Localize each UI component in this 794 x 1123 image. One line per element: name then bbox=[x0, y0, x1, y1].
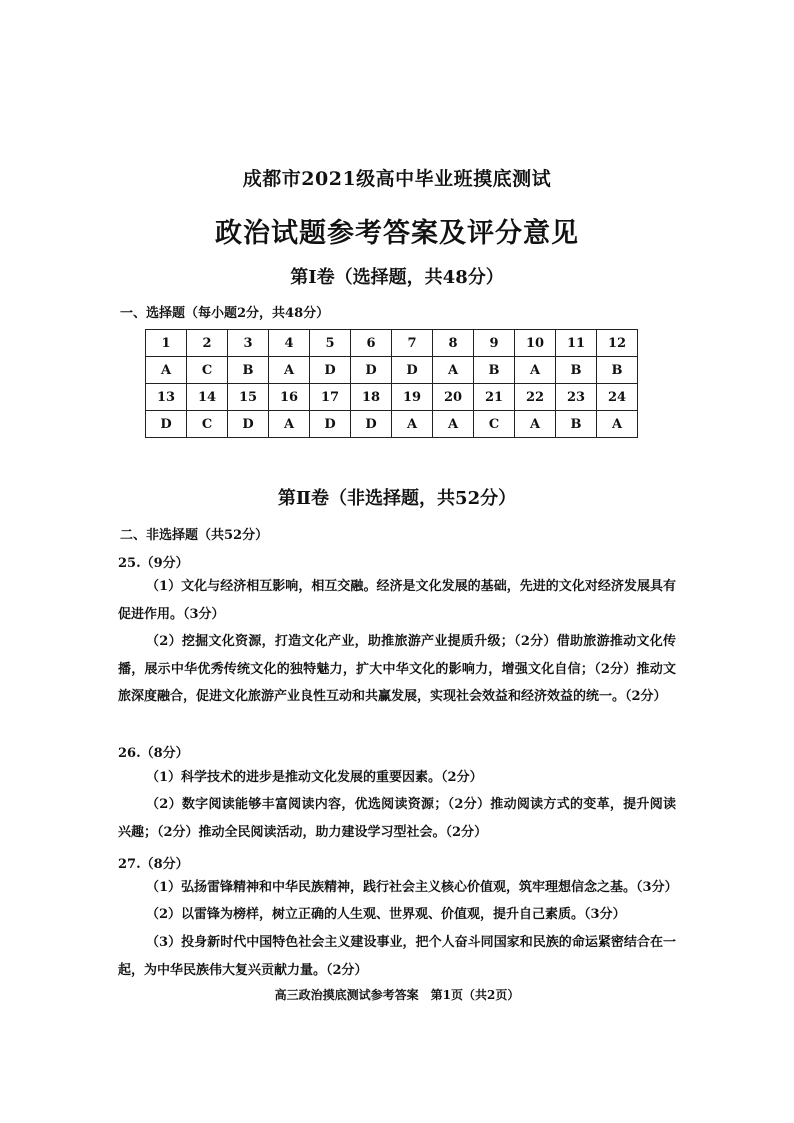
question-number-cell: 18 bbox=[351, 384, 392, 411]
question-25-answer-2: （2）挖掘文化资源，打造文化产业，助推旅游产业提质升级；（2分）借助旅游推动文化传播，展示中华优秀传统文化的独特魅力，扩大中华文化的影响力，增强文化自信；（2分）推动文旅深度融合，促进文化旅游产业良性互动和共赢发展，实现社会效益和经济效益的统一。（2分） bbox=[118, 634, 676, 704]
question-number-cell: 13 bbox=[146, 384, 187, 411]
question-number-cell: 3 bbox=[228, 330, 269, 357]
answer-cell: A bbox=[146, 357, 187, 384]
question-number-cell: 7 bbox=[392, 330, 433, 357]
answer-cell: D bbox=[310, 357, 351, 384]
question-number-cell: 15 bbox=[228, 384, 269, 411]
answer-cell: A bbox=[269, 357, 310, 384]
answer-cell: B bbox=[556, 357, 597, 384]
question-number-cell: 17 bbox=[310, 384, 351, 411]
question-27-answer-1: （1）弘扬雷锋精神和中华民族精神，践行社会主义核心价值观，筑牢理想信念之基。（3分） bbox=[146, 880, 678, 895]
part2-subheading: 二、非选择题（共52分） bbox=[120, 528, 269, 543]
question-25-answer-1: （1）文化与经济相互影响，相互交融。经济是文化发展的基础，先进的文化对经济发展具有促进作用。（3分） bbox=[118, 579, 676, 622]
answer-cell: D bbox=[310, 411, 351, 438]
question-number-cell: 5 bbox=[310, 330, 351, 357]
question-27-answer-3: （3）投身新时代中国特色社会主义建设事业，把个人奋斗同国家和民族的命运紧密结合在一起，为中华民族伟大复兴贡献力量。（2分） bbox=[118, 935, 676, 978]
question-number-cell: 10 bbox=[515, 330, 556, 357]
question-number-cell: 19 bbox=[392, 384, 433, 411]
answer-cell: D bbox=[351, 411, 392, 438]
answer-cell: A bbox=[515, 357, 556, 384]
question-26-answer-1: （1）科学技术的进步是推动文化发展的重要因素。（2分） bbox=[146, 770, 483, 785]
question-number-cell: 20 bbox=[433, 384, 474, 411]
answer-cell: D bbox=[392, 357, 433, 384]
question-number-cell: 1 bbox=[146, 330, 187, 357]
question-25-label: 25.（9分） bbox=[118, 556, 189, 571]
question-number-cell: 16 bbox=[269, 384, 310, 411]
question-number-cell: 6 bbox=[351, 330, 392, 357]
answer-cell: A bbox=[515, 411, 556, 438]
question-number-cell: 24 bbox=[597, 384, 638, 411]
answer-cell: A bbox=[433, 411, 474, 438]
part1-heading: 第Ⅰ卷（选择题，共48分） bbox=[290, 267, 504, 288]
question-number-cell: 8 bbox=[433, 330, 474, 357]
answer-cell: A bbox=[433, 357, 474, 384]
answer-cell: D bbox=[228, 411, 269, 438]
part2-heading: 第Ⅱ卷（非选择题，共52分） bbox=[277, 488, 517, 509]
question-number-cell: 23 bbox=[556, 384, 597, 411]
answer-cell: B bbox=[474, 357, 515, 384]
question-number-cell: 4 bbox=[269, 330, 310, 357]
question-number-cell: 12 bbox=[597, 330, 638, 357]
answer-cell: B bbox=[597, 357, 638, 384]
answer-cell: D bbox=[351, 357, 392, 384]
question-26-answer-2: （2）数字阅读能够丰富阅读内容，优选阅读资源；（2分）推动阅读方式的变革，提升阅读兴趣；（2分）推动全民阅读活动，助力建设学习型社会。（2分） bbox=[118, 797, 676, 840]
question-number-cell: 22 bbox=[515, 384, 556, 411]
answer-cell: B bbox=[556, 411, 597, 438]
answer-cell: D bbox=[146, 411, 187, 438]
answer-cell: A bbox=[392, 411, 433, 438]
answer-table-row bbox=[146, 411, 638, 438]
question-27-label: 27.（8分） bbox=[118, 857, 189, 872]
question-number-cell: 9 bbox=[474, 330, 515, 357]
document-title: 政治试题参考答案及评分意见 bbox=[215, 218, 579, 249]
answer-cell: C bbox=[474, 411, 515, 438]
question-number-cell: 2 bbox=[187, 330, 228, 357]
question-number-cell: 11 bbox=[556, 330, 597, 357]
answer-table bbox=[145, 329, 638, 438]
answer-cell: A bbox=[597, 411, 638, 438]
question-number-cell: 21 bbox=[474, 384, 515, 411]
part1-subheading: 一、选择题（每小题2分，共48分） bbox=[120, 306, 330, 321]
answer-table-row bbox=[146, 330, 638, 357]
page-footer: 高三政治摸底测试参考答案 第1页（共2页） bbox=[274, 988, 520, 1002]
question-26-label: 26.（8分） bbox=[118, 746, 189, 761]
answer-table-row bbox=[146, 357, 638, 384]
answer-table-row bbox=[146, 384, 638, 411]
exam-title: 成都市2021级高中毕业班摸底测试 bbox=[242, 168, 552, 190]
question-27-answer-2: （2）以雷锋为榜样，树立正确的人生观、世界观、价值观，提升自己素质。（3分） bbox=[146, 907, 626, 922]
answer-cell: B bbox=[228, 357, 269, 384]
question-number-cell: 14 bbox=[187, 384, 228, 411]
answer-cell: C bbox=[187, 411, 228, 438]
answer-cell: A bbox=[269, 411, 310, 438]
answer-cell: C bbox=[187, 357, 228, 384]
